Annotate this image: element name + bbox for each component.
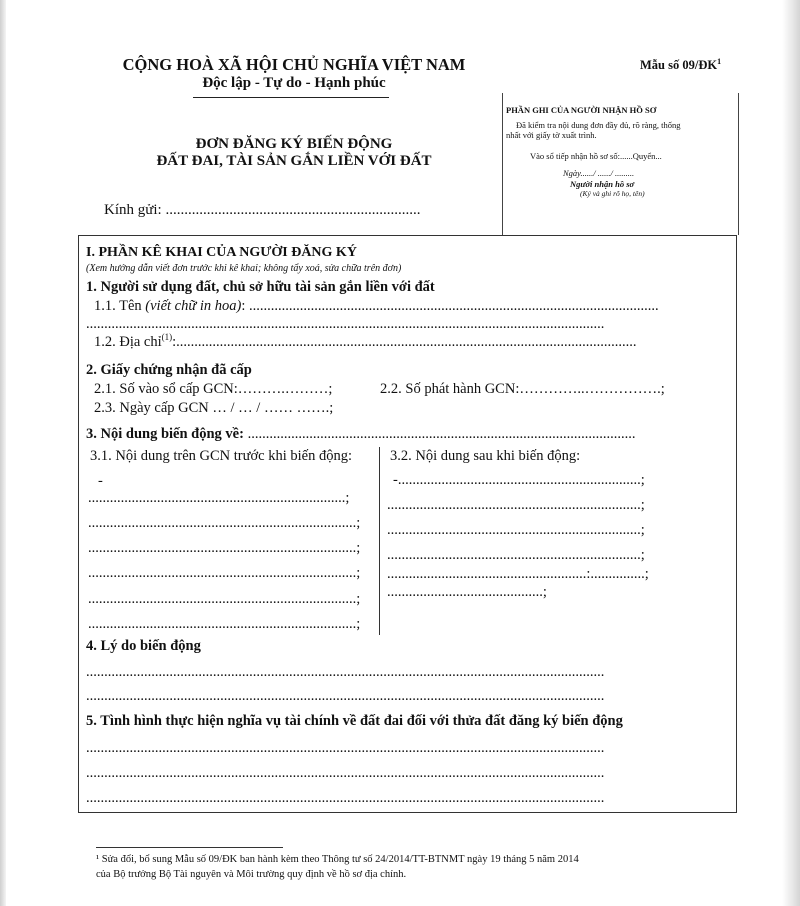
item3-heading: 3. Nội dung biến động về:: [86, 426, 248, 442]
before-line[interactable]: ..........................................................................;: [88, 515, 361, 531]
before-line[interactable]: -: [98, 473, 103, 489]
after-line[interactable]: ......................................................................;: [387, 522, 645, 538]
before-line[interactable]: ..........................................................................;: [88, 565, 361, 581]
gcn-serial-field[interactable]: 2.2. Số phát hành GCN:…………..…………….;: [380, 381, 665, 397]
receiver-sign-note: (Ký và ghi rõ họ, tên): [580, 189, 645, 198]
receiver-box-title: PHẦN GHI CỦA NGƯỜI NHẬN HỒ SƠ: [506, 105, 657, 115]
reason-line[interactable]: ...............................................................................................................................................: [86, 664, 605, 680]
after-line[interactable]: .......................................................:...............;: [387, 566, 649, 582]
before-change-label: 3.1. Nội dung trên GCN trước khi biến động:: [90, 448, 352, 464]
before-line[interactable]: ..........................................................................;: [88, 591, 361, 607]
after-line[interactable]: ...........................................;: [387, 584, 547, 600]
receiver-date: Ngày....../ ....../ .........: [563, 168, 635, 178]
nation-title: CỘNG HOÀ XÃ HỘI CHỦ NGHĨA VIỆT NAM: [122, 55, 466, 74]
recipient-label: Kính gửi:: [104, 202, 166, 218]
after-line[interactable]: ......................................................................;: [387, 497, 645, 513]
item3-heading-row: [86, 426, 635, 443]
change-subject-field[interactable]: ...........................................................................................................: [247, 426, 636, 442]
motto: Độc lập - Tự do - Hạnh phúc: [202, 75, 386, 91]
footnote-separator: [96, 847, 283, 848]
before-line[interactable]: ..........................................................................;: [88, 540, 361, 556]
footnote-line2: của Bộ trưởng Bộ Tài nguyên và Môi trường quy định về hồ sơ địa chính.: [96, 869, 407, 880]
page-edge-right: [782, 0, 800, 906]
form-title-line1: ĐƠN ĐĂNG KÝ BIẾN ĐỘNG: [195, 136, 393, 152]
receiver-note-line1: Đã kiểm tra nội dung đơn đầy đủ, rõ ràng, thống: [516, 120, 681, 130]
motto-underline: [193, 97, 389, 98]
form-number-text: Mẫu số 09/ĐK: [640, 58, 718, 73]
recipient-line: [104, 202, 420, 219]
name-label: 1.1. Tên: [94, 298, 146, 314]
form-title-line2: ĐẤT ĐAI, TÀI SẢN GẮN LIỀN VỚI ĐẤT: [156, 153, 432, 169]
receiver-note-line2: nhất với giấy tờ xuất trình.: [506, 130, 597, 140]
footnote-line1: ¹ Sửa đổi, bổ sung Mẫu số 09/ĐK ban hành kèm theo Thông tư số 24/2014/TT-BTNMT ngày 19 tháng 5 năm 2014: [96, 854, 579, 865]
section1-note: (Xem hướng dẫn viết đơn trước khi kê khai; không tẩy xoá, sửa chữa trên đơn): [86, 263, 402, 274]
form-number: [640, 57, 721, 73]
after-line[interactable]: -...................................................................;: [393, 472, 645, 488]
address-field[interactable]: :...............................................................................................................................: [172, 333, 637, 350]
recipient-field[interactable]: ....................................................................: [165, 202, 421, 218]
address-footnote-ref: (1): [161, 332, 173, 342]
name-colon: :: [241, 298, 250, 314]
reason-line[interactable]: ...............................................................................................................................................: [86, 688, 605, 704]
name-field-row: [94, 298, 659, 315]
finance-line[interactable]: ...............................................................................................................................................: [86, 765, 605, 781]
gcn-date-field[interactable]: 2.3. Ngày cấp GCN … / … / …… …….;: [94, 400, 334, 416]
after-line[interactable]: ......................................................................;: [387, 547, 645, 563]
page-edge-left: [0, 0, 6, 906]
finance-line[interactable]: ...............................................................................................................................................: [86, 740, 605, 756]
item1-heading: 1. Người sử dụng đất, chủ sở hữu tài sản gắn liền với đất: [86, 279, 435, 295]
item2-heading: 2. Giấy chứng nhận đã cấp: [86, 362, 252, 378]
name-field-line2[interactable]: ...............................................................................................................................................: [86, 316, 605, 332]
item4-heading: 4. Lý do biến động: [86, 638, 201, 654]
name-field[interactable]: .................................................................................................................: [249, 298, 659, 314]
before-line[interactable]: ..........................................................................;: [88, 616, 361, 632]
address-field-row: [94, 332, 637, 351]
section1-title: I. PHẦN KÊ KHAI CỦA NGƯỜI ĐĂNG KÝ: [86, 245, 357, 260]
receiver-register-line: Vào sổ tiếp nhận hồ sơ số:......Quyển...: [530, 151, 662, 161]
receiver-person: Người nhận hồ sơ: [570, 179, 635, 189]
item5-heading: 5. Tình hình thực hiện nghĩa vụ tài chính về đất đai đối với thửa đất đăng ký biến động: [86, 713, 623, 729]
gcn-book-field[interactable]: 2.1. Số vào sổ cấp GCN:……….………;: [94, 381, 333, 397]
address-label: 1.2. Địa chỉ: [94, 333, 162, 350]
form-number-footnote-ref: 1: [717, 57, 722, 66]
finance-line[interactable]: ...............................................................................................................................................: [86, 790, 605, 806]
name-hint: (viết chữ in hoa): [145, 298, 242, 314]
after-change-label: 3.2. Nội dung sau khi biến động:: [390, 448, 581, 464]
column-divider: [379, 447, 380, 635]
before-line[interactable]: .......................................................................;: [88, 490, 350, 506]
